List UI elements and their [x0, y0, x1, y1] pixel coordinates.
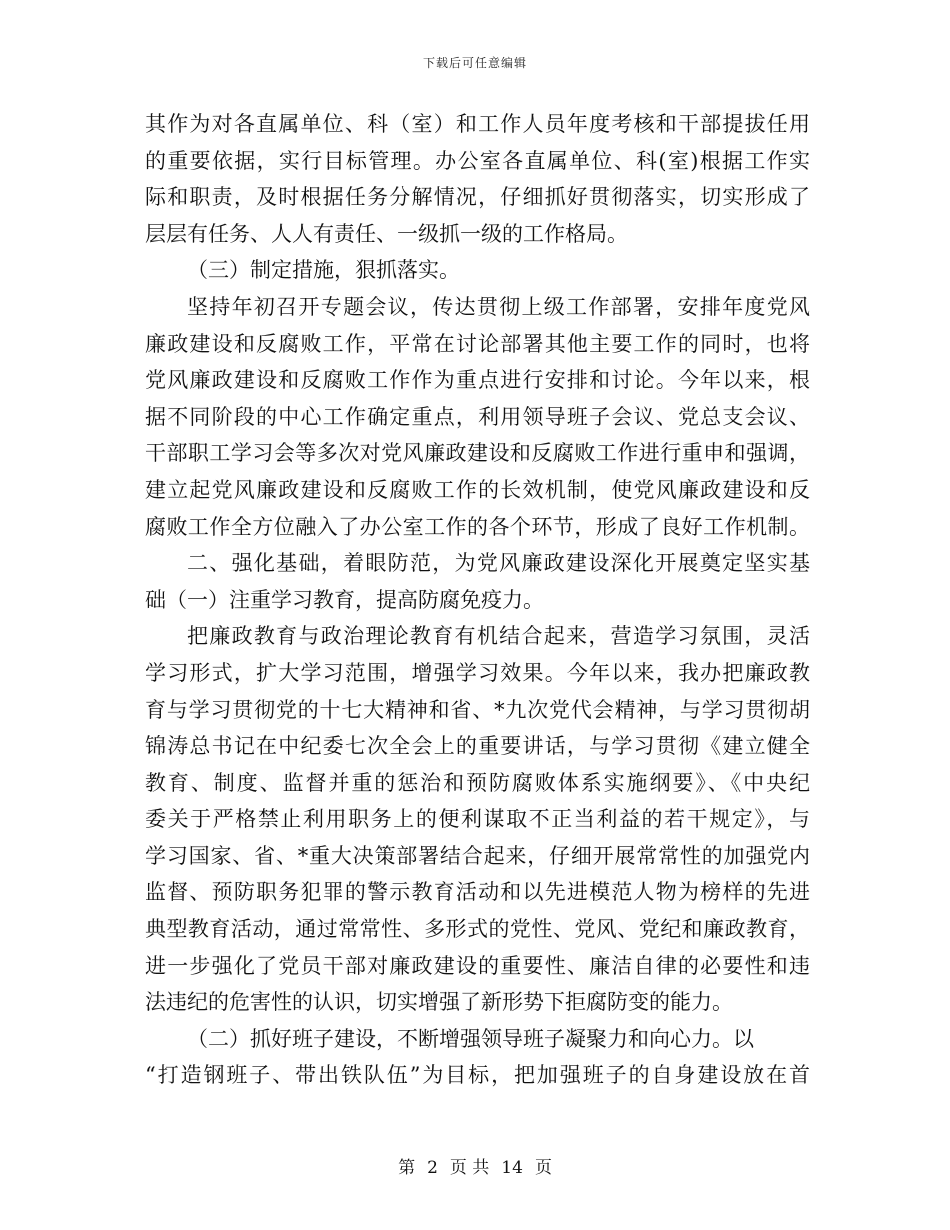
total-pages-number: 14: [501, 1158, 523, 1178]
section-heading-2b: （二）抓好班子建设，不断增强领导班子凝聚力和向心力。以: [187, 1026, 754, 1051]
footer-middle: 页 共: [449, 1158, 490, 1178]
body-line-19: 教育、制度、监督并重的惩治和预防腐败体系实施纲要》、《中央纪: [145, 770, 810, 795]
body-line-14: 础（一）注重学习教育，提高防腐免疫力。: [145, 587, 544, 612]
body-line-15: 把廉政教育与政治理论教育有机结合起来，营造学习氛围，灵活: [187, 624, 810, 649]
page-footer: [0, 1153, 950, 1178]
footer-suffix: 页: [534, 1158, 552, 1178]
body-line-7: 廉政建设和反腐败工作，平常在讨论部署其他主要工作的同时，也将: [145, 331, 810, 356]
body-line-21: 学习国家、省、*重大决策部署结合起来，仔细开展常常性的加强党内: [145, 843, 810, 868]
page-header: 下载后可任意编辑: [422, 56, 527, 70]
body-line-18: 锦涛总书记在中纪委七次全会上的重要讲话，与学习贯彻《建立健全: [145, 734, 810, 759]
body-line-8: 党风廉政建设和反腐败工作作为重点进行安排和讨论。今年以来，根: [145, 368, 810, 393]
footer-prefix: 第: [398, 1158, 416, 1178]
body-line-6: 坚持年初召开专题会议，传达贯彻上级工作部署，安排年度党风: [187, 294, 810, 319]
body-line-11: 建立起党风廉政建设和反腐败工作的长效机制，使党风廉政建设和反: [145, 477, 810, 502]
body-line-24: 进一步强化了党员干部对廉政建设的重要性、廉洁自律的必要性和违: [145, 953, 810, 978]
section-heading-2: 二、强化基础，着眼防范，为党风廉政建设深化开展奠定坚实基: [187, 551, 810, 576]
body-line-12: 腐败工作全方位融入了办公室工作的各个环节，形成了良好工作机制。: [145, 514, 810, 539]
body-line-16: 学习形式，扩大学习范围，增强学习效果。今年以来，我办把廉政教: [145, 660, 810, 685]
body-line-22: 监督、预防职务犯罪的警示教育活动和以先进模范人物为榜样的先进: [145, 880, 810, 905]
body-line-10: 干部职工学习会等多次对党风廉政建设和反腐败工作进行重申和强调，: [145, 441, 810, 466]
document-body: [145, 106, 810, 1094]
body-line-1: 其作为对各直属单位、科（室）和工作人员年度考核和干部提拔任用: [145, 112, 810, 136]
body-line-3: 际和职责，及时根据任务分解情况，仔细抓好贯彻落实，切实形成了: [145, 185, 810, 210]
body-line-2: 的重要依据，实行目标管理。办公室各直属单位、科(室)根据工作实: [145, 148, 810, 173]
body-line-4: 层层有任务、人人有责任、一级抓一级的工作格局。: [145, 221, 628, 246]
body-line-23: 典型教育活动，通过常常性、多形式的党性、党风、党纪和廉政教育，: [145, 917, 810, 942]
body-line-27: “打造钢班子、带出铁队伍”为目标，把加强班子的自身建设放在首: [145, 1063, 810, 1088]
body-line-25: 法违纪的危害性的认识，切实增强了新形势下拒腐防变的能力。: [145, 990, 733, 1015]
body-line-17: 育与学习贯彻党的十七大精神和省、*九次党代会精神，与学习贯彻胡: [145, 697, 810, 722]
body-line-20: 委关于严格禁止利用职务上的便利谋取不正当利益的若干规定》，与: [145, 807, 810, 832]
section-heading-3: （三）制定措施，狠抓落实。: [187, 258, 460, 283]
body-line-9: 据不同阶段的中心工作确定重点，利用领导班子会议、党总支会议、: [145, 404, 810, 429]
current-page-number: 2: [427, 1158, 438, 1178]
